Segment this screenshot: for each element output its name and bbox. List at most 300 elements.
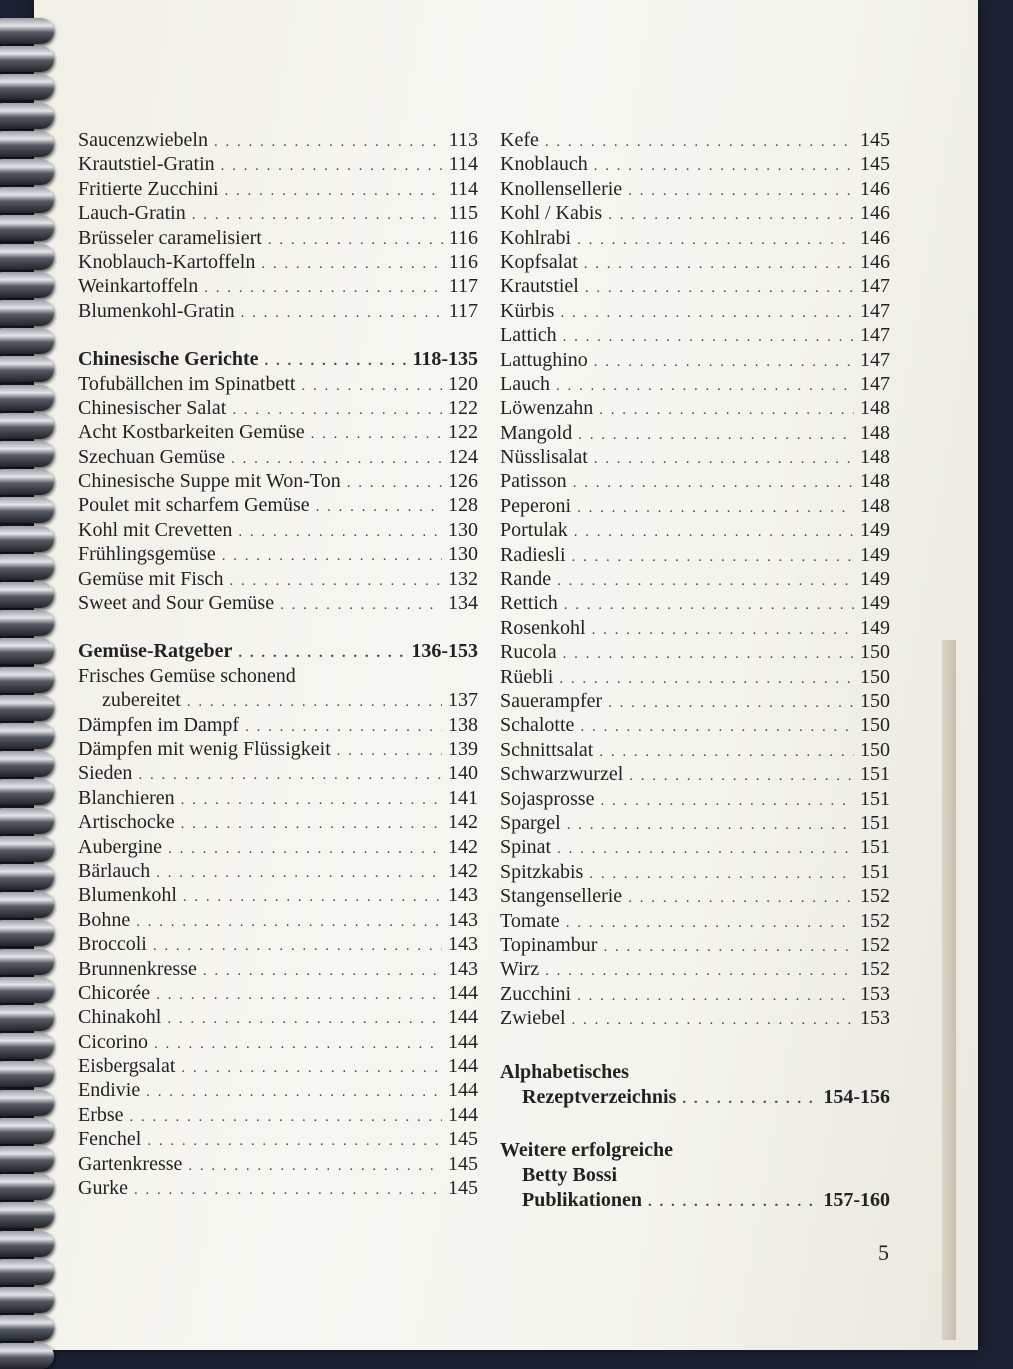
section-entry <box>500 1085 890 1109</box>
entry-title: Gartenkresse <box>78 1152 183 1175</box>
entry-title: Sweet and Sour Gemüse <box>78 592 275 615</box>
spiral-ring <box>0 836 54 862</box>
entry-title: Eisbergsalat <box>78 1055 176 1078</box>
leader-dots <box>594 154 854 178</box>
entry-title: Spargel <box>500 811 561 834</box>
entry-title: Portulak <box>500 519 568 542</box>
spiral-ring <box>0 892 54 918</box>
leader-dots <box>600 789 854 813</box>
toc-entry <box>78 372 478 396</box>
entry-page: 144 <box>448 1006 478 1029</box>
entry-page: 141 <box>448 786 478 809</box>
toc-entry <box>500 152 890 176</box>
toc-entry <box>500 299 890 323</box>
toc-entry <box>500 811 890 835</box>
entry-title: Endivie <box>78 1079 141 1102</box>
left-column <box>78 128 478 1200</box>
toc-entry <box>500 250 890 274</box>
entry-title: Lauch <box>500 372 550 395</box>
leader-dots <box>564 593 854 617</box>
entry-page: 114 <box>448 153 478 176</box>
spiral-ring <box>0 949 54 975</box>
leader-dots <box>222 544 442 568</box>
entry-page: 144 <box>448 981 478 1004</box>
entry-title: Kohl mit Crevetten <box>78 518 233 541</box>
spiral-ring <box>0 1174 54 1200</box>
leader-dots <box>311 422 442 446</box>
leader-dots <box>203 959 442 983</box>
toc-entry <box>78 274 478 298</box>
entry-page: 114 <box>448 177 478 200</box>
leader-dots <box>232 398 442 422</box>
entry-page: 113 <box>448 129 478 151</box>
entry-page: 149 <box>860 568 890 591</box>
toc-entry <box>78 1030 478 1054</box>
toc-entry <box>500 762 890 786</box>
toc-entry <box>78 713 478 737</box>
leader-dots <box>559 667 854 691</box>
entry-title: Krautstiel-Gratin <box>78 153 215 176</box>
entry-page: 151 <box>860 836 890 859</box>
spiral-ring <box>0 1202 54 1228</box>
entry-page: 148 <box>860 494 890 517</box>
toc-entry <box>78 493 478 517</box>
section-title: Alphabetisches <box>500 1061 629 1084</box>
leader-dots <box>584 252 854 276</box>
spiral-ring <box>0 1259 54 1285</box>
spiral-ring <box>0 977 54 1003</box>
leader-dots <box>337 739 442 763</box>
entry-page: 117 <box>448 275 478 298</box>
entry-title: Krautstiel <box>500 275 579 298</box>
toc-entry <box>500 518 890 542</box>
leader-dots <box>138 763 442 787</box>
spiral-ring <box>0 103 54 129</box>
entry-title: Sieden <box>78 762 133 785</box>
leader-dots <box>192 203 443 227</box>
entry-title: Gemüse mit Fisch <box>78 567 224 590</box>
leader-dots <box>214 130 443 154</box>
toc-entry <box>78 201 478 225</box>
leader-dots <box>578 423 854 447</box>
toc-entry: Frisches Gemüse schonend <box>78 664 296 687</box>
entry-title: Fenchel <box>78 1128 142 1151</box>
entry-page: 117 <box>448 299 478 322</box>
toc-entry <box>78 1054 478 1078</box>
leader-dots <box>245 715 442 739</box>
entry-title: Kohlrabi <box>500 226 572 249</box>
leader-dots <box>682 1087 817 1111</box>
entry-title: Sojasprosse <box>500 787 595 810</box>
leader-dots <box>301 374 442 398</box>
entry-title: Knoblauch-Kartoffeln <box>78 250 256 273</box>
entry-title: Zwiebel <box>500 1007 566 1030</box>
entry-title: Topinambur <box>500 933 598 956</box>
entry-page: 147 <box>860 348 890 371</box>
entry-page: 146 <box>860 226 890 249</box>
leader-dots <box>154 1032 442 1056</box>
spiral-binding <box>0 0 70 1350</box>
entry-title: Lattich <box>500 324 557 347</box>
leader-dots <box>545 130 854 154</box>
entry-title: Bärlauch <box>78 859 151 882</box>
entry-page: 147 <box>860 372 890 395</box>
page-edge <box>942 640 956 1340</box>
toc-entry <box>500 616 890 640</box>
leader-dots <box>153 934 442 958</box>
leader-dots <box>167 1007 442 1031</box>
entry-page: 145 <box>448 1152 478 1175</box>
entry-title: Kopfsalat <box>500 250 578 273</box>
spiral-ring <box>0 779 54 805</box>
toc-entry <box>500 738 890 762</box>
entry-page: 153 <box>860 982 890 1005</box>
page-range: 154-156 <box>823 1086 890 1109</box>
entry-title: Gurke <box>78 1177 128 1200</box>
leader-dots <box>577 496 854 520</box>
entry-page: 148 <box>860 397 890 420</box>
spiral-ring <box>0 356 54 382</box>
spiral-ring <box>0 159 54 185</box>
spiral-ring <box>0 1287 54 1313</box>
entry-title: Saucenzwiebeln <box>78 129 208 151</box>
leader-dots <box>592 618 854 642</box>
spiral-ring <box>0 1231 54 1257</box>
toc-entry <box>78 518 478 542</box>
leader-dots <box>268 228 443 252</box>
spiral-ring <box>0 1118 54 1144</box>
leader-dots <box>603 935 854 959</box>
leader-dots <box>183 885 442 909</box>
spiral-ring <box>0 864 54 890</box>
toc-entry <box>78 786 478 810</box>
toc-entry <box>78 835 478 859</box>
leader-dots <box>221 154 443 178</box>
entry-title: Erbse <box>78 1103 124 1126</box>
entry-page: 130 <box>448 518 478 541</box>
leader-dots <box>594 447 854 471</box>
spiral-ring <box>0 1090 54 1116</box>
toc-entry <box>500 884 890 908</box>
entry-page: 148 <box>860 470 890 493</box>
spiral-ring <box>0 1146 54 1172</box>
toc-entry <box>78 810 478 834</box>
toc-entry <box>78 250 478 274</box>
entry-title: Lattughino <box>500 348 588 371</box>
spiral-ring <box>0 1005 54 1031</box>
entry-title: Fritierte Zucchini <box>78 177 219 200</box>
entry-title: Poulet mit scharfem Gemüse <box>78 494 310 517</box>
entry-page: 138 <box>448 713 478 736</box>
entry-page: 136-153 <box>411 640 478 663</box>
toc-entry <box>78 957 478 981</box>
entry-page: 132 <box>448 567 478 590</box>
toc-entry <box>78 688 478 712</box>
toc-entry <box>78 396 478 420</box>
leader-dots <box>599 398 854 422</box>
entry-title: Bohne <box>78 908 131 931</box>
toc-entry <box>78 761 478 785</box>
toc-entry <box>500 421 890 445</box>
spiral-ring <box>0 808 54 834</box>
toc-entry <box>500 933 890 957</box>
entry-title: Stangensellerie <box>500 885 623 908</box>
entry-title: Knollensellerie <box>500 177 623 200</box>
entry-title: Knoblauch <box>500 153 588 176</box>
leader-dots <box>599 740 854 764</box>
leader-dots <box>156 983 442 1007</box>
leader-dots <box>573 471 854 495</box>
entry-title: Frühlingsgemüse <box>78 543 216 566</box>
entry-page: 142 <box>448 859 478 882</box>
entry-title: Weinkartoffeln <box>78 275 199 298</box>
entry-title: Dämpfen mit wenig Flüssigkeit <box>78 737 331 760</box>
entry-page: 143 <box>448 884 478 907</box>
toc-entry <box>78 445 478 469</box>
entry-page: 118-135 <box>412 348 478 371</box>
spiral-ring <box>0 18 54 44</box>
entry-page: 149 <box>860 616 890 639</box>
leader-dots <box>231 447 442 471</box>
toc-entry <box>500 201 890 225</box>
leader-dots <box>146 1080 442 1104</box>
toc-entry <box>500 128 890 152</box>
entry-page: 152 <box>860 958 890 981</box>
entry-page: 139 <box>448 737 478 760</box>
toc-entry <box>500 177 890 201</box>
entry-title: Rande <box>500 568 552 591</box>
spiral-ring <box>0 526 54 552</box>
entry-page: 144 <box>448 1055 478 1078</box>
entry-page: 150 <box>860 714 890 737</box>
section-title: Publikationen <box>522 1188 643 1211</box>
spiral-ring <box>0 582 54 608</box>
toc-entry <box>78 420 478 444</box>
entry-page: 142 <box>448 835 478 858</box>
entry-page: 124 <box>448 445 478 468</box>
entry-page: 146 <box>860 177 890 200</box>
entry-page: 143 <box>448 908 478 931</box>
leader-dots <box>648 1190 817 1214</box>
leader-dots <box>585 276 854 300</box>
leader-dots <box>572 545 854 569</box>
leader-dots <box>130 1105 442 1129</box>
toc-entry <box>78 1078 478 1102</box>
leader-dots <box>261 252 442 276</box>
toc-entry <box>500 445 890 469</box>
entry-title: Kohl / Kabis <box>500 202 603 225</box>
entry-page: 147 <box>860 275 890 298</box>
toc-entry <box>78 859 478 883</box>
entry-page: 149 <box>860 519 890 542</box>
spiral-ring <box>0 469 54 495</box>
page-number: 5 <box>878 1240 889 1265</box>
entry-page: 115 <box>448 202 478 225</box>
leader-dots <box>580 715 854 739</box>
leader-dots <box>594 350 854 374</box>
entry-title: Brüsseler caramelisiert <box>78 226 262 249</box>
entry-page: 151 <box>860 811 890 834</box>
leader-dots <box>608 203 854 227</box>
toc-entry <box>78 908 478 932</box>
toc-entry <box>78 152 478 176</box>
leader-dots <box>204 276 443 300</box>
entry-page: 122 <box>448 396 478 419</box>
entry-page: 151 <box>860 860 890 883</box>
entry-title: zubereitet <box>102 689 181 712</box>
entry-page: 151 <box>860 763 890 786</box>
entry-title: Szechuan Gemüse <box>78 445 226 468</box>
leader-dots <box>238 520 442 544</box>
toc-entry <box>78 226 478 250</box>
entry-title: Artischocke <box>78 811 175 834</box>
leader-dots <box>589 862 854 886</box>
leader-dots <box>187 690 442 714</box>
page-range: 157-160 <box>823 1188 890 1211</box>
toc-entry <box>500 640 890 664</box>
toc-entry <box>78 299 478 323</box>
leader-dots <box>563 642 854 666</box>
entry-title: Patisson <box>500 470 567 493</box>
leader-dots <box>545 959 854 983</box>
leader-dots <box>574 520 854 544</box>
leader-dots <box>181 788 442 812</box>
leader-dots <box>316 495 442 519</box>
leader-dots <box>557 837 854 861</box>
entry-page: 130 <box>448 543 478 566</box>
spiral-ring <box>0 1315 54 1341</box>
entry-page: 153 <box>860 1007 890 1030</box>
entry-title: Lauch-Gratin <box>78 202 186 225</box>
entry-page: 149 <box>860 592 890 615</box>
leader-dots <box>280 593 442 617</box>
leader-dots <box>225 179 443 203</box>
entry-title: Cicorino <box>78 1030 148 1053</box>
entry-title: Mangold <box>500 421 573 444</box>
entry-page: 147 <box>860 299 890 322</box>
entry-page: 148 <box>860 446 890 469</box>
entry-title: Chinakohl <box>78 1006 162 1029</box>
entry-title: Rettich <box>500 592 558 615</box>
entry-title: Schalotte <box>500 714 575 737</box>
leader-dots <box>577 984 854 1008</box>
toc-entry <box>500 982 890 1006</box>
entry-title: Wirz <box>500 958 540 981</box>
section-title: Weitere erfolgreiche <box>500 1138 674 1161</box>
entry-title: Nüsslisalat <box>500 446 588 469</box>
leader-dots <box>181 812 442 836</box>
leader-dots <box>156 861 442 885</box>
entry-title: Acht Kostbarkeiten Gemüse <box>78 421 305 444</box>
leader-dots <box>567 813 854 837</box>
entry-title: Rüebli <box>500 665 554 688</box>
spiral-ring <box>0 74 54 100</box>
entry-page: 146 <box>860 202 890 225</box>
leader-dots <box>230 569 442 593</box>
entry-page: 143 <box>448 957 478 980</box>
toc-entry <box>500 372 890 396</box>
leader-dots <box>563 325 854 349</box>
entry-page: 126 <box>448 470 478 493</box>
leader-dots <box>629 764 854 788</box>
spiral-ring <box>0 667 54 693</box>
toc-entry <box>78 177 478 201</box>
entry-title: Löwenzahn <box>500 397 594 420</box>
spiral-ring <box>0 695 54 721</box>
spiral-ring <box>0 723 54 749</box>
section-title: Betty Bossi <box>522 1163 617 1186</box>
toc-entry <box>500 860 890 884</box>
toc-entry <box>500 323 890 347</box>
toc-entry <box>78 1127 478 1151</box>
entry-title: Chinesische Gerichte <box>78 348 259 371</box>
spiral-ring <box>0 131 54 157</box>
leader-dots <box>628 179 854 203</box>
section-title: Rezeptverzeichnis <box>522 1086 677 1109</box>
entry-title: Peperoni <box>500 494 572 517</box>
leader-dots <box>241 301 443 325</box>
entry-page: 145 <box>448 1128 478 1151</box>
leader-dots <box>560 301 854 325</box>
toc-entry <box>500 787 890 811</box>
entry-page: 146 <box>860 250 890 273</box>
leader-dots <box>556 374 854 398</box>
leader-dots <box>181 1056 442 1080</box>
spiral-ring <box>0 272 54 298</box>
entry-page: 151 <box>860 787 890 810</box>
spiral-ring <box>0 1033 54 1059</box>
entry-page: 145 <box>860 153 890 176</box>
entry-page: 149 <box>860 543 890 566</box>
entry-page: 144 <box>448 1030 478 1053</box>
leader-dots <box>188 1154 442 1178</box>
leader-dots <box>557 569 854 593</box>
spiral-ring <box>0 413 54 439</box>
entry-title: Tofubällchen im Spinatbett <box>78 372 296 395</box>
spiral-ring <box>0 554 54 580</box>
toc-entry <box>78 542 478 566</box>
entry-page: 147 <box>860 324 890 347</box>
leader-dots <box>136 910 442 934</box>
right-column <box>500 128 890 1212</box>
entry-title: Spinat <box>500 836 552 859</box>
toc-entry <box>500 909 890 933</box>
leader-dots <box>608 691 854 715</box>
toc-entry <box>78 932 478 956</box>
section-more-publications <box>500 1138 890 1212</box>
spiral-ring <box>0 497 54 523</box>
entry-page: 150 <box>860 689 890 712</box>
leader-dots <box>147 1129 442 1153</box>
entry-title: Aubergine <box>78 835 163 858</box>
toc-entry <box>500 689 890 713</box>
entry-page: 116 <box>448 226 478 249</box>
entry-page: 150 <box>860 665 890 688</box>
entry-title: Dämpfen im Dampf <box>78 713 240 736</box>
spiral-ring <box>0 46 54 72</box>
entry-page: 144 <box>448 1079 478 1102</box>
toc-entry <box>500 469 890 493</box>
entry-title: Chicorée <box>78 981 151 1004</box>
entry-title: Tomate <box>500 909 560 932</box>
entry-title: Schwarzwurzel <box>500 763 624 786</box>
entry-page: 150 <box>860 641 890 664</box>
toc-entry <box>500 1006 890 1030</box>
toc-entry <box>500 226 890 250</box>
toc-entry <box>500 567 890 591</box>
spiral-ring <box>0 1343 54 1369</box>
section-heading <box>78 347 478 371</box>
